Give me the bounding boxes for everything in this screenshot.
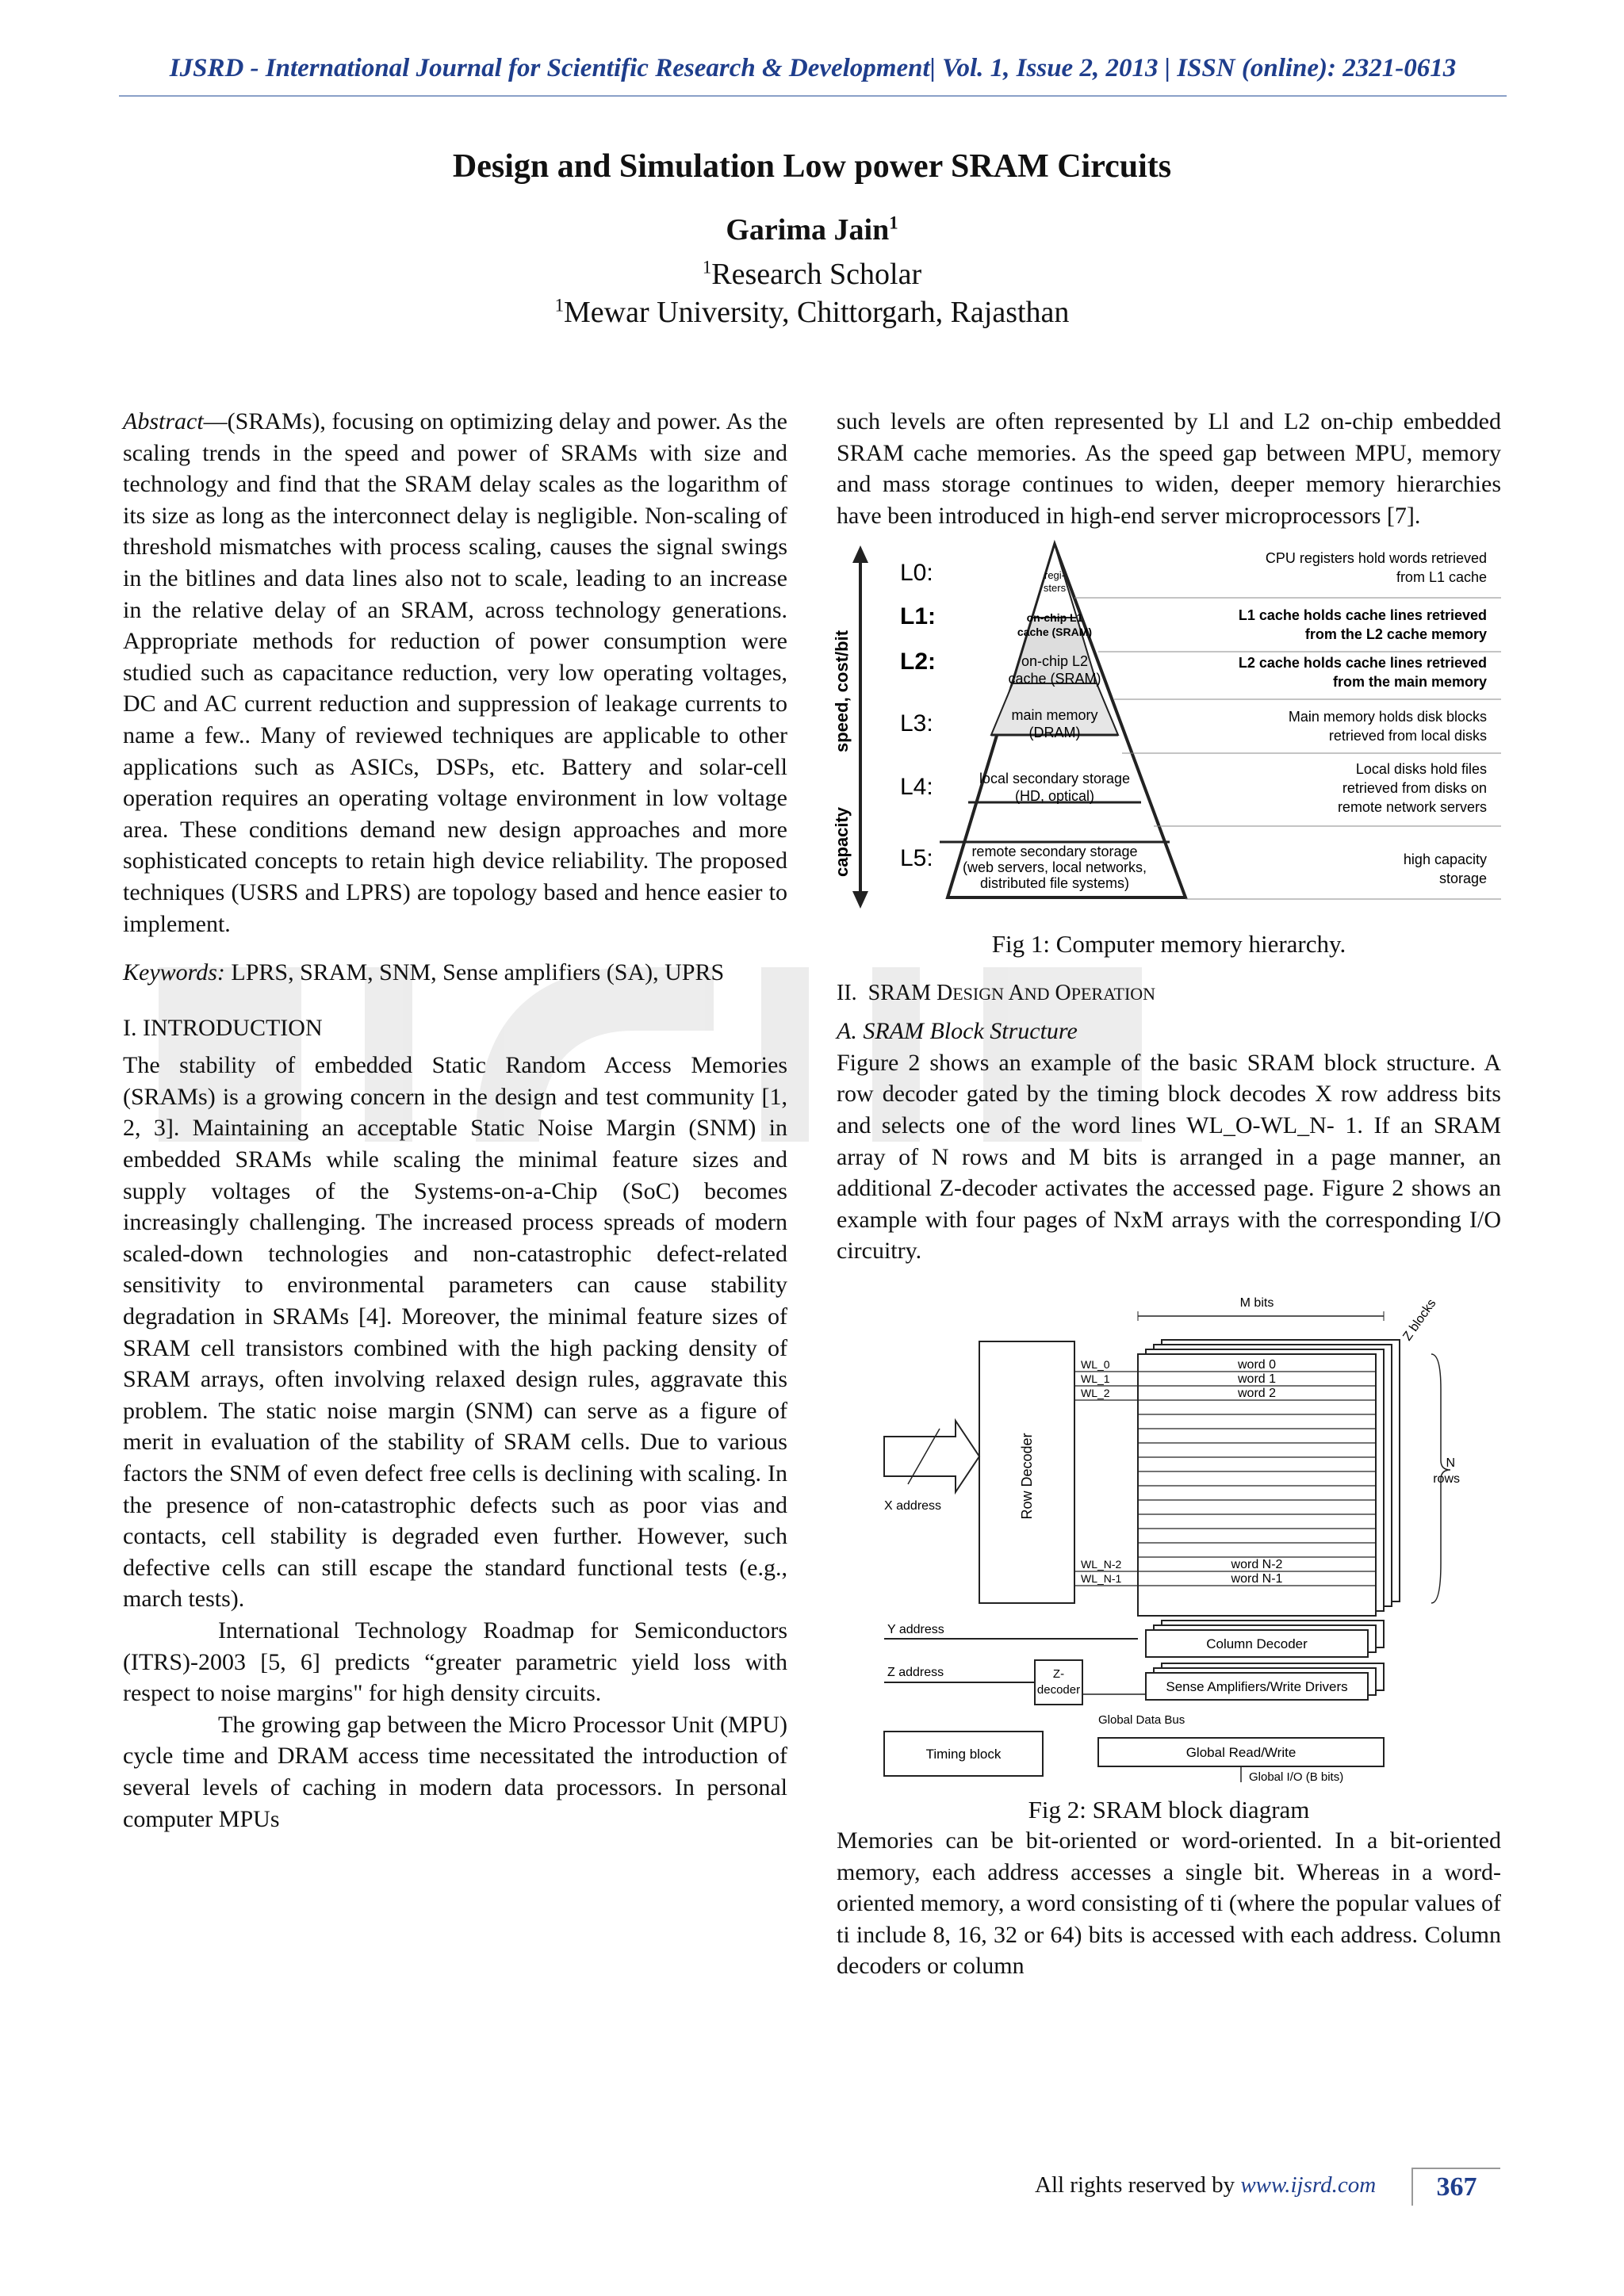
box-L0-line1: regi- [1044,569,1066,582]
memory-hierarchy-diagram [832,541,1501,913]
box-L3-line1: main memory [1011,707,1098,724]
desc-L2-line1: L2 cache holds cache lines retrieved [1238,655,1487,672]
desc-L1-line2: from the L2 cache memory [1304,626,1487,643]
desc-L2-line2: from the main memory [1332,674,1487,691]
desc-L0-line2: from L1 cache [1396,569,1487,586]
paper-title: Design and Simulation Low power SRAM Circuits [452,148,1172,185]
z-blocks-label: Z blocks [1400,1296,1439,1344]
z-decoder-label-2: decoder [1036,1682,1081,1697]
journal-header: IJSRD - International Journal for Scientific Research & Development| Vol. 1, Issue 2, 2013 | ISSN (online): 2321-0613 [169,54,1457,82]
desc-L4-line2: retrieved from disks on [1342,780,1487,797]
global-data-bus-label: Global Data Bus [1098,1712,1185,1727]
right-paragraph-3: Memories can be bit-oriented or word-oriented. In a bit-oriented memory, each address accesses a single bit. Whereas in a word-oriented memory, a word consisting of ti (where the popular values of ti include 8, 16, 32 or 64) bits is accessed with each address. Column decoders or column [837,1827,1501,1980]
intro-paragraph-3: The growing gap between the Micro Processor Unit (MPU) cycle time and DRAM access time necessitated the introduction of several levels of caching in modern data processors. In personal computer MPUs [123,1711,787,1832]
subsection-a-heading: A. SRAM Block Structure [837,1018,1078,1045]
level-L2: L2: [900,649,936,675]
figure-1-caption: Fig 1: Computer memory hierarchy. [991,929,1346,958]
right-paragraph-1: such levels are often represented by Ll and L2 on-chip embedded SRAM cache memories. As the speed gap between MPU, memory and mass storage continues to widen, deeper memory hierarchies have been introduced in high-end server microprocessors [7]. [837,408,1501,529]
m-bits-label: M bits [1239,1295,1274,1310]
z-address-label: Z address [887,1665,944,1679]
n-rows-label-2: rows [1433,1471,1460,1486]
word-2: word 2 [1237,1386,1277,1400]
level-L0: L0: [900,560,933,587]
box-L5-line2: (web servers, local networks, [962,859,1147,876]
section-1-heading: I. INTRODUCTION [123,1014,323,1041]
figure-2-caption: Fig 2: SRAM block diagram [1028,1795,1310,1823]
figure-1 [832,541,1501,959]
right-column [832,406,1501,1982]
desc-L4-line3: remote network servers [1337,799,1487,816]
box-L1-line1: on-chip L1 [1026,611,1083,625]
affiliation-2: $^1$Mewar University, Chittorgarh, Rajasthan [554,295,1070,329]
abstract: Abstract—(SRAMs), focusing on optimizing delay and power. As the scaling trends in the speed and power of SRAMs with size and technology and find that the SRAM delay scales as the logarithm of its size as long as the interconnect delay is negligible. Non-scaling of threshold mismatches with process scaling, causes the signal swings in the bitlines and data lines also not to scale, leading to an increase in the relative delay of an SRAM, across technology generations. Appropriate methods for reduction of power consumption were studied such as capacitance reduction, very low operating voltages, DC and AC current reduction and suppression of leakage currents to name a few.. Many of reviewed techniques are applicable to other applications such as ASICs, DSPs, etc. Battery and solar-cell operation requires an operating voltage environment in low voltage area. These conditions demand new design approaches and more sophisticated concepts to retain high device reliability. The proposed techniques (USRS and LPRS) are topology based and hence easier to implement. [123,408,787,937]
wl-0: WL_0 [1081,1357,1110,1371]
desc-L5-line2: storage [1438,871,1487,887]
box-L3-line2: (DRAM) [1028,725,1081,741]
sense-amps-label: Sense Amplifiers/Write Drivers [1166,1678,1348,1694]
y-address-label: Y address [887,1622,944,1636]
desc-L1-line1: L1 cache holds cache lines retrieved [1238,607,1487,624]
intro-paragraph-1: The stability of embedded Static Random Access Memories (SRAMs) is a growing concern in the design and test community [1, 2, 3]. Maintaining an acceptable Static Noise Margin (SNM) in embedded SRAMs while scaling the minimal feature sizes and supply voltages of the Systems-on-a-Chip (SoC) becomes increasingly challenging. The increased process spreads of modern scaled-down technologies and non-catastrophic defect-related sensitivity to environmental parameters can cause stability degradation in SRAMs [4]. Moreover, the minimal feature sizes of SRAM cell transistors combined with the high packing density of SRAM arrays, often involving relaxed design rules, aggravate this problem. The static noise margin (SNM) can serve as a figure of merit in evaluation of the stability of SRAM cells. Due to various factors the SNM of even defect free cells is declining with scaling. In the presence of non-catastrophic defects such as poor vias and contacts, cell stability is degraded even further. However, such defective cells can still escape the standard functional tests (e.g., march tests). [123,1052,787,1613]
desc-L4-line1: Local disks hold files [1355,761,1487,778]
row-decoder-label: Row Decoder [1019,1433,1035,1520]
z-decoder-label-1: Z- [1052,1667,1065,1681]
word-1: word 1 [1237,1372,1277,1386]
x-address-label: X address [884,1498,942,1513]
sram-block-diagram [876,1294,1463,1785]
wl-1: WL_1 [1081,1372,1110,1385]
wl-n-2: WL_N-2 [1081,1557,1122,1571]
global-rw-label: Global Read/Write [1185,1744,1297,1760]
box-L4-line1: local secondary storage [979,771,1131,787]
global-io-label: Global I/O (B bits) [1249,1770,1344,1784]
desc-L5-line1: high capacity [1403,851,1487,868]
header-rule [119,95,1507,97]
axis-capacity-label: capacity [832,807,852,878]
word-0: word 0 [1237,1357,1277,1372]
n-rows-label-1: N [1446,1456,1455,1470]
footer-link[interactable]: www.ijsrd.com [1240,2172,1377,2198]
box-L4-line2: (HD, optical) [1014,788,1095,805]
level-L3: L3: [900,710,933,737]
right-paragraph-2: Figure 2 shows an example of the basic SRAM block structure. A row decoder gated by the timing block decodes X row address bits and selects one of the word lines WL_O-WL_N- 1. If an SRAM array of N rows and M bits is arranged in a page manner, an additional Z-decoder activates the accessed page. Figure 2 shows an example with four pages of NxM arrays with the corresponding I/O circuitry. [837,1049,1501,1265]
word-n-1: word N-1 [1231,1571,1283,1586]
box-L2-line1: on-chip L2 [1021,653,1089,670]
left-column [123,406,787,1835]
affiliation-1: $^1$Research Scholar [702,257,922,291]
wl-n-1: WL_N-1 [1081,1571,1122,1585]
word-n-2: word N-2 [1231,1557,1283,1571]
desc-L0-line1: CPU registers hold words retrieved [1265,550,1487,567]
page-number: 367 [1411,2168,1500,2206]
keywords: Keywords: LPRS, SRAM, SNM, Sense amplifiers (SA), UPRS [123,959,725,986]
level-L1: L1: [900,603,936,630]
box-L2-line2: cache (SRAM) [1008,671,1101,687]
author: Garima Jain$^1$ [726,212,898,247]
intro-paragraph-2: International Technology Roadmap for Semiconductors (ITRS)-2003 [5, 6] predicts “greater parametric yield loss with respect to noise margins" for high density circuits. [123,1617,787,1707]
footer-rights: All rights reserved by www.ijsrd.com [1035,2172,1377,2198]
level-L5: L5: [900,845,933,872]
level-L4: L4: [900,774,933,801]
figure-2 [876,1294,1501,1825]
desc-L3-line2: retrieved from local disks [1328,728,1487,744]
box-L5-line3: distributed file systems) [979,875,1130,892]
timing-block-label: Timing block [925,1746,1002,1762]
box-L1-line2: cache (SRAM) [1017,626,1093,639]
desc-L3-line1: Main memory holds disk blocks [1288,709,1487,725]
column-decoder-label: Column Decoder [1206,1636,1308,1651]
box-L0-line2: sters [1043,582,1067,595]
box-L5-line1: remote secondary storage [971,844,1138,860]
wl-2: WL_2 [1081,1386,1110,1399]
axis-speed-label: speed, cost/bit [832,630,852,753]
section-2-heading: II. SRAM DESIGN AND OPERATION [837,980,1156,1005]
